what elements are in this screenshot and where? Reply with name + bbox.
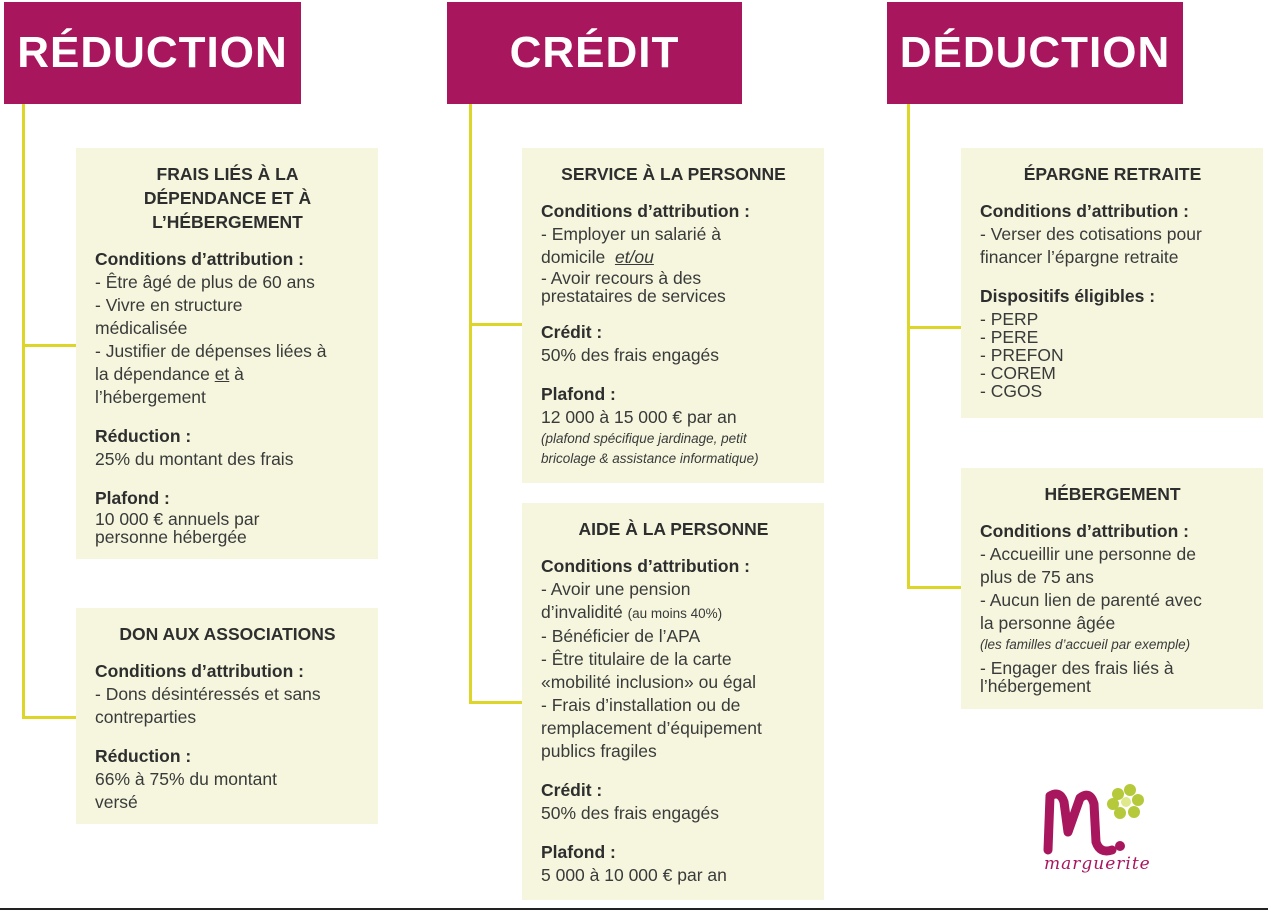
section-dispositifs (980, 285, 1245, 400)
text-line: médicalisée (95, 318, 188, 338)
connector-deduction-vertical (907, 104, 910, 589)
text-line: - Justifier de dépenses liées à (95, 341, 327, 361)
connector-deduction-card1 (907, 326, 961, 329)
note-line: (les familles d’accueil par exemple) (980, 637, 1191, 652)
section-plafond (541, 841, 806, 887)
section-credit (541, 779, 806, 825)
text-line: remplacement d’équipement (541, 718, 762, 738)
section-conditions (95, 660, 360, 729)
list-item: - PERP (980, 309, 1039, 329)
text-line (541, 246, 806, 269)
card-epargne-retraite (961, 148, 1263, 418)
text-line: l’hébergement (95, 387, 206, 407)
text-line: 50% des frais engagés (541, 345, 720, 365)
text-line: - Engager des frais liés à (980, 658, 1174, 678)
text-line: 5 000 à 10 000 € par an (541, 865, 727, 885)
marguerite-logo (1030, 780, 1180, 890)
text-fragment-underlined: et/ou (614, 247, 654, 267)
section-label: Conditions d’attribution : (541, 201, 750, 221)
section-conditions (980, 520, 1245, 695)
connector-reduction-vertical (22, 104, 25, 719)
list-item: - COREM (980, 363, 1056, 383)
text-line: la dépendance et à (95, 364, 244, 384)
text-line: plus de 75 ans (980, 567, 1094, 587)
connector-deduction-card2 (907, 586, 961, 589)
text-line: - Accueillir une personne de (980, 544, 1196, 564)
list-item: - PREFON (980, 345, 1064, 365)
section-reduction (95, 425, 360, 471)
section-label: Réduction : (95, 746, 192, 766)
text-line: - Être titulaire de la carte (541, 649, 732, 669)
text-fragment: d’invalidité (541, 602, 623, 622)
section-label: Plafond : (541, 384, 616, 404)
section-plafond (541, 383, 806, 469)
text-line: - Avoir recours à des (541, 268, 702, 288)
text-line: l’hébergement (980, 676, 1091, 696)
text-line: versé (95, 792, 138, 812)
logo-wordmark: marguerite (1044, 854, 1151, 874)
header-deduction: DÉDUCTION (887, 2, 1183, 104)
text-line: - Bénéficier de l’APA (541, 626, 701, 646)
section-label: Conditions d’attribution : (95, 249, 304, 269)
section-label: Crédit : (541, 322, 603, 342)
card-don-associations (76, 608, 378, 824)
section-conditions (541, 200, 806, 305)
connector-reduction-card1 (22, 344, 76, 347)
text-line: - Employer un salarié à (541, 224, 721, 244)
text-line: - Avoir une pension (541, 579, 691, 599)
section-plafond (95, 487, 360, 546)
section-label: Conditions d’attribution : (95, 661, 304, 681)
text-line: 66% à 75% du montant (95, 769, 277, 789)
card-hebergement (961, 468, 1263, 709)
list-item: - CGOS (980, 381, 1043, 401)
text-line: prestataires de services (541, 286, 726, 306)
section-label: Dispositifs éligibles : (980, 286, 1156, 306)
connector-credit-card2 (469, 701, 522, 704)
text-line: - Dons désintéressés et sans (95, 684, 321, 704)
card-title: HÉBERGEMENT (1044, 484, 1181, 504)
text-line: - Être âgé de plus de 60 ans (95, 272, 315, 292)
card-aide-personne (522, 503, 824, 900)
flower-icon (1107, 784, 1144, 819)
connector-reduction-card2 (22, 716, 76, 719)
text-line: publics fragiles (541, 741, 657, 761)
text-line: - Vivre en structure (95, 295, 243, 315)
card-title: SERVICE À LA PERSONNE (561, 164, 786, 184)
text-line: 25% du montant des frais (95, 449, 294, 469)
section-label: Conditions d’attribution : (541, 556, 750, 576)
text-line: «mobilité inclusion» ou égal (541, 672, 756, 692)
card-title: FRAIS LIÉS À LA DÉPENDANCE ET À L’HÉBERGEMENT (143, 164, 312, 232)
section-label: Conditions d’attribution : (980, 521, 1189, 541)
text-line: - Frais d’installation ou de (541, 695, 741, 715)
header-reduction: RÉDUCTION (4, 2, 301, 104)
text-line: contreparties (95, 707, 197, 727)
text-fragment-small: (au moins 40%) (627, 606, 723, 621)
section-label: Conditions d’attribution : (980, 201, 1189, 221)
connector-credit-card1 (469, 323, 522, 326)
card-title: ÉPARGNE RETRAITE (1023, 164, 1202, 184)
section-conditions (541, 555, 806, 763)
text-fragment: domicile (541, 247, 606, 267)
text-line: - Verser des cotisations pour (980, 224, 1202, 244)
list-item: - PERE (980, 327, 1039, 347)
section-conditions (95, 248, 360, 409)
section-label: Crédit : (541, 780, 603, 800)
section-label: Réduction : (95, 426, 192, 446)
card-title: AIDE À LA PERSONNE (578, 519, 769, 539)
text-line: 50% des frais engagés (541, 803, 720, 823)
text-line: 12 000 à 15 000 € par an (541, 407, 737, 427)
note-line: bricolage & assistance informatique) (541, 451, 759, 466)
text-line: la personne âgée (980, 613, 1116, 633)
text-line (541, 601, 806, 625)
section-label: Plafond : (541, 842, 616, 862)
text-line: financer l’épargne retraite (980, 247, 1179, 267)
connector-credit-vertical (469, 104, 472, 704)
card-title: DON AUX ASSOCIATIONS (119, 624, 336, 644)
card-service-personne (522, 148, 824, 483)
note-line: (plafond spécifique jardinage, petit (541, 431, 747, 446)
text-line: personne hébergée (95, 527, 247, 547)
section-conditions (980, 200, 1245, 269)
card-frais-dependance (76, 148, 378, 559)
section-label: Plafond : (95, 488, 170, 508)
section-credit (541, 321, 806, 367)
header-credit: CRÉDIT (447, 2, 742, 104)
text-line: 10 000 € annuels par (95, 509, 260, 529)
section-reduction (95, 745, 360, 814)
text-line: - Aucun lien de parenté avec (980, 590, 1202, 610)
